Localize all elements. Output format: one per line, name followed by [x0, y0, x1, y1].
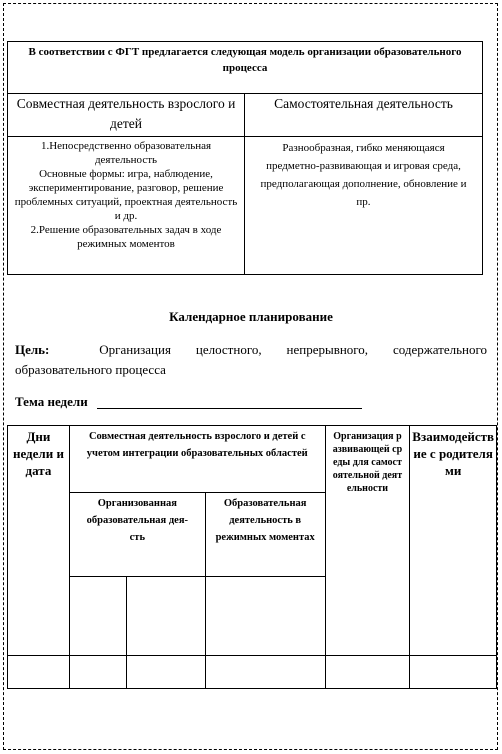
routine-activity-subheader: Образовательная деятельность в режимных моментах: [205, 493, 325, 577]
plan-cell-a2[interactable]: [126, 577, 205, 656]
plan-cell-b1[interactable]: [8, 656, 70, 689]
plan-cell-b3[interactable]: [126, 656, 205, 689]
environment-column-header: Организация развивающей среды для самостоятельной деятельности: [325, 426, 410, 656]
joint-activity-forms: Основные формы: игра, наблюдение, экспериментирование, разговор, решение проблемных ситуаций, проектная деятельность и др.: [14, 168, 238, 222]
week-theme-label: Тема недели: [15, 394, 88, 409]
goal-text-2: образовательного процесса: [15, 362, 166, 377]
independent-activity-heading: Самостоятельная деятельность: [245, 94, 483, 137]
model-table: [7, 41, 483, 275]
calendar-title: Календарное планирование: [169, 309, 333, 324]
parents-column-header: Взаимодействие с родителями: [410, 426, 497, 656]
plan-cell-a1[interactable]: [69, 577, 126, 656]
plan-cell-b4[interactable]: [205, 656, 325, 689]
joint-activity-column-header: Совместная деятельность взрослого и детей с учетом интеграции образовательных областей: [69, 426, 325, 493]
organized-activity-subheader: Организованная образовательная дея-сть: [69, 493, 205, 577]
goal-line-1: [15, 340, 487, 360]
days-column-header: Дни недели и дата: [8, 426, 70, 656]
joint-activity-heading: Совместная деятельность взрослого и детей: [8, 94, 245, 137]
independent-activity-cell: Разнообразная, гибко меняющаяся предметно-развивающая и игровая среда, предполагающая дополнение, обновление и пр.: [245, 137, 483, 275]
joint-activity-item-2: 2.Решение образовательных задач в ходе режимных моментов: [30, 224, 222, 250]
plan-cell-b2[interactable]: [69, 656, 126, 689]
goal-label: Цель:: [15, 342, 50, 357]
joint-activity-cell: [8, 137, 245, 275]
model-table-header: В соответствии с ФГТ предлагается следующая модель организации образовательного процесса: [8, 42, 483, 94]
plan-cell-a3[interactable]: [205, 577, 325, 656]
plan-cell-b6[interactable]: [410, 656, 497, 689]
plan-cell-b5[interactable]: [325, 656, 410, 689]
week-theme-input-line[interactable]: [97, 408, 362, 409]
plan-table: [7, 425, 497, 689]
joint-activity-item-1: 1.Непосредственно образовательная деятельность: [40, 140, 212, 166]
goal-text-1: Организация целостного, непрерывного, содержательного: [99, 342, 488, 357]
